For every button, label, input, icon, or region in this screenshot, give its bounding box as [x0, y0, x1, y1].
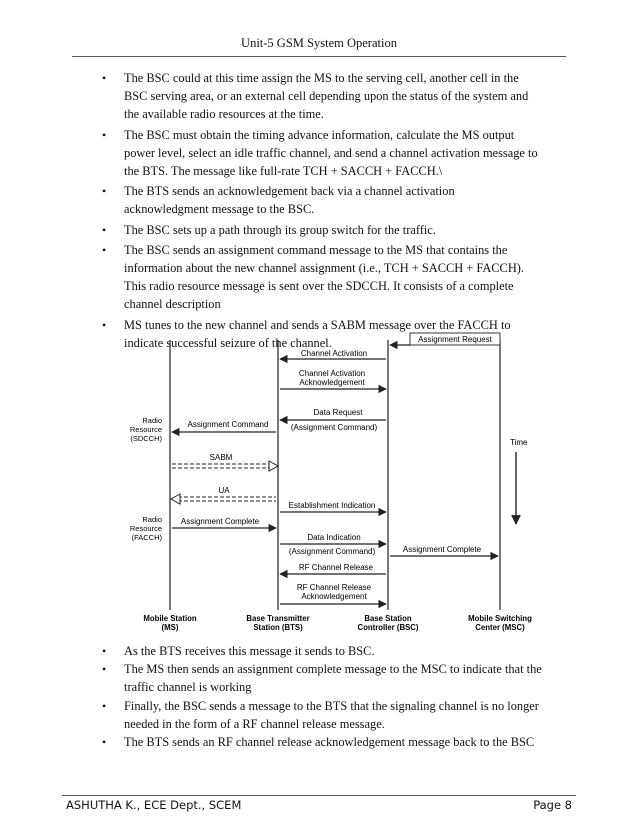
- radio-resource-sdcch-3: (SDCCH): [130, 434, 162, 443]
- sabm-label: SABM: [209, 453, 233, 462]
- entity-bsc-2: Controller (BSC): [357, 623, 419, 632]
- bullet-icon: •: [102, 242, 107, 257]
- assignment-command-label: Assignment Command: [187, 420, 269, 429]
- rf-release-ack-label-2: Acknowledgement: [301, 592, 367, 601]
- assignment-complete-msc-label: Assignment Complete: [402, 545, 482, 554]
- rf-release-ack-label-1: RF Channel Release: [296, 583, 372, 592]
- header-rule: [72, 56, 566, 57]
- sequence-diagram: [108, 328, 538, 638]
- bullet-item: • The BSC sends an assignment command message to the MS that contains the information about the new channel assignment (i.e., TCH + SACCH + FACCH). This radio resource message is sent over the SDCCH. It consists of a complete channel description: [102, 242, 524, 312]
- establishment-indication-label: Establishment Indication: [288, 501, 376, 510]
- sabm-arrowhead: [269, 461, 278, 471]
- time-label: Time: [510, 438, 528, 447]
- entity-bts-1: Base Transmitter: [246, 614, 310, 623]
- radio-resource-sdcch-1: Radio: [142, 416, 162, 425]
- bullet-item: • As the BTS receives this message it sends to BSC.: [96, 642, 548, 660]
- channel-activation-ack-label-1: Channel Activation: [298, 369, 366, 378]
- bullet-item: • The BTS sends an RF channel release acknowledgement message back to the BSC: [96, 733, 548, 751]
- data-indication-label: Data Indication: [307, 533, 361, 542]
- bullet-item: • The BTS sends an acknowledgement back via a channel activation acknowledgment message to the BSC.: [102, 184, 455, 217]
- entity-msc-1: Mobile Switching: [468, 614, 532, 623]
- radio-resource-facch-2: Resource: [129, 524, 162, 533]
- channel-activation-ack-label-2: Acknowledgement: [299, 378, 365, 387]
- data-request-sublabel: (Assignment Command): [290, 423, 378, 432]
- bullet-icon: •: [102, 644, 107, 658]
- entity-ms-1: Mobile Station: [143, 614, 197, 623]
- bullet-item: • The BSC sets up a path through its group switch for the traffic.: [96, 221, 548, 239]
- bullet-icon: •: [102, 317, 107, 332]
- data-request-label: Data Request: [313, 408, 363, 417]
- footer-page-number: Page 8: [533, 798, 572, 812]
- bullet-item: • MS tunes to the new channel and sends a SABM message over the FACCH to indicate successful seizure of the channel.: [102, 317, 511, 350]
- bullet-list-bottom: [96, 642, 548, 751]
- footer-rule: [62, 795, 576, 796]
- entity-bts-2: Station (BTS): [253, 623, 303, 632]
- entity-ms-2: (MS): [161, 623, 179, 632]
- bullet-icon: •: [102, 71, 107, 85]
- radio-resource-facch-1: Radio: [142, 515, 162, 524]
- assignment-complete-ms-label: Assignment Complete: [180, 517, 260, 526]
- bullet-icon: •: [102, 184, 107, 199]
- radio-resource-facch-3: (FACCH): [131, 533, 162, 542]
- channel-activation-label: Channel Activation: [300, 349, 368, 358]
- bullet-icon: •: [102, 698, 107, 713]
- assignment-request-label: Assignment Request: [418, 335, 492, 344]
- bullet-icon: •: [102, 735, 107, 750]
- bullet-list-top: [96, 69, 548, 354]
- bullet-item: • The MS then sends an assignment complete message to the MSC to indicate that the traffic channel is working: [102, 662, 542, 695]
- entity-msc-2: Center (MSC): [475, 623, 525, 632]
- rf-release-label: RF Channel Release: [298, 563, 374, 572]
- ua-label: UA: [218, 486, 230, 495]
- bullet-item: • Finally, the BSC sends a message to the BTS that the signaling channel is no longer needed in the form of a RF channel release message.: [102, 698, 539, 731]
- ua-arrowhead: [171, 494, 180, 504]
- data-indication-sublabel: (Assignment Command): [288, 547, 376, 556]
- bullet-icon: •: [102, 662, 107, 677]
- page-header: Unit-5 GSM System Operation: [241, 36, 397, 50]
- bullet-icon: •: [102, 222, 107, 237]
- entity-bsc-1: Base Station: [364, 614, 412, 623]
- footer-author: ASHUTHA K., ECE Dept., SCEM: [66, 798, 242, 812]
- radio-resource-sdcch-2: Resource: [129, 425, 162, 434]
- bullet-item: • The BSC could at this time assign the MS to the serving cell, another cell in the BSC serving area, or an external cell depending upon the status of the system and the available radio resources at the time.: [102, 71, 529, 122]
- bullet-icon: •: [102, 127, 107, 142]
- bullet-item: • The BSC must obtain the timing advance information, calculate the MS output power level, select an idle traffic channel, and send a channel activation message to the BTS. The message like full-rate TCH + SACCH + FACCH.\: [102, 127, 538, 179]
